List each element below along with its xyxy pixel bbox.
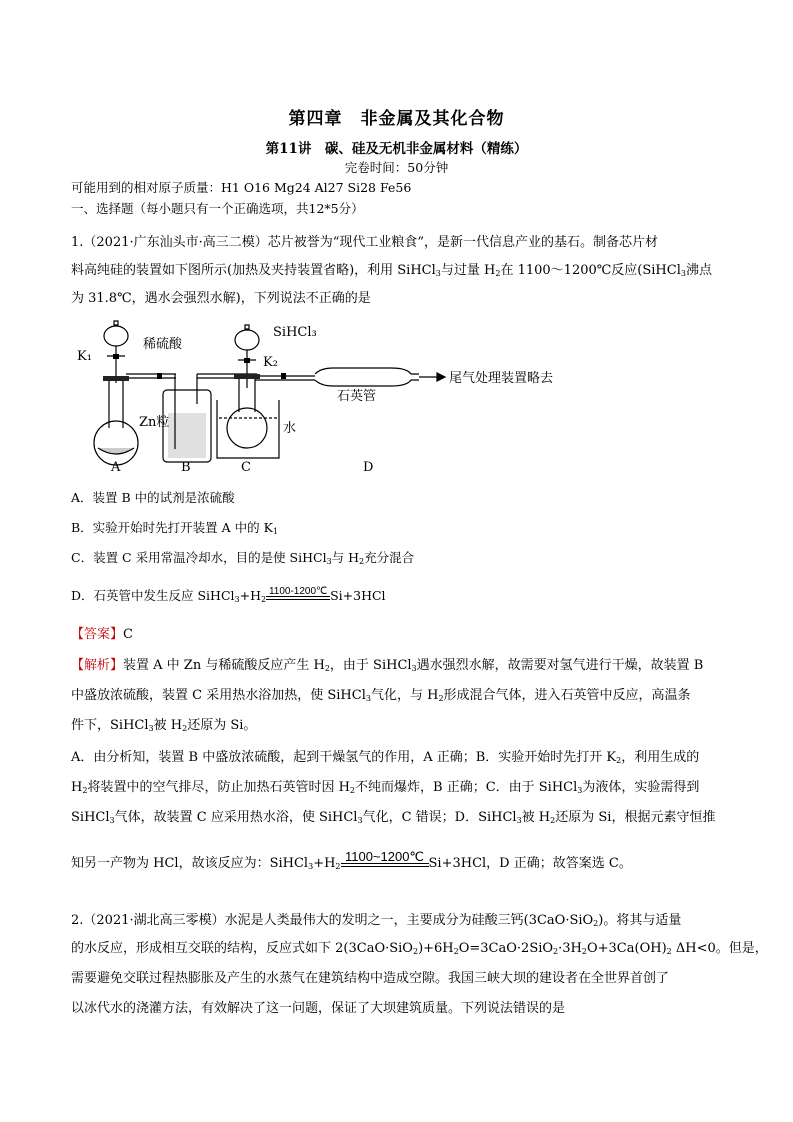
flask-c [227,408,267,448]
water-label: 水 [283,421,297,436]
explanation-line6: SiHCl$_3$气体，故装置 C 应采用热水浴，使 SiHCl$_3$气化，C 错误；D．SiHCl$_3$被 $H_2$还原为 Si，根据元素守恒推 [71,810,716,825]
q1-stem-line1: 1.（2021·广东汕头市·高三二模）芯片被誉为“现代工业粮食”，是新一代信息产业的基石。制备芯片材 [71,235,659,250]
option-a: A．装置 B 中的试剂是浓硫酸 [71,490,235,505]
label-b: B [181,460,191,475]
label-a: A [111,460,121,475]
option-c: C．装置 C 采用常温冷却水，目的是使 SiHCl$_3$与 $H_2$充分混合 [71,550,415,566]
k2-label: K₂ [263,355,278,370]
section-title: 一、选择题（每小题只有一个正确选项，共12*5分） [71,201,364,216]
explanation-line1: 【解析】装置 A 中 Zn 与稀硫酸反应产生 $H_2$，由于 SiHCl$_3$遇水强烈水解，故需要对氢气进行干燥，故装置 B [71,658,704,673]
q1-stem-line2: 料高纯硅的装置如下图所示(加热及夹持装置省略)，利用 SiHCl$_3$与过量 $H_2$在 1100～1200℃反应(SiHCl$_3$沸点 [71,263,712,278]
atomic-masses: 可能用到的相对原子质量：H1 O16 Mg24 Al27 Si28 Fe56 [71,180,412,195]
apparatus-diagram [71,318,631,476]
tube-label: 石英管 [337,389,377,404]
answer: 【答案】C [71,627,133,642]
funnel-a-bulb [104,326,128,346]
exhaust-label: 尾气处理装置略去 [449,371,554,386]
q2-line3: 需要避免交联过程热膨胀及产生的水蒸气在建筑结构中造成空隙。我国三峡大坝的建设者在全世界首创了 [71,971,670,986]
sihcl-label: SiHCl₃ [273,325,317,340]
option-d: D．石英管中发生反应 $SiHCl_3+H_2$ 1100-1200℃ Si+3HCl [71,586,386,604]
acid-label: 稀硫酸 [143,337,183,352]
explanation-line5: $H_2$将装置中的空气排尽，防止加热石英管时因 $H_2$不纯而爆炸，B 正确；C．由于 SiHCl$_3$为液体，实验需得到 [71,780,700,795]
label-c: C [241,460,251,475]
explanation-line7: 知另一产物为 HCl，故该反应为：$SiHCl_3+H_2$ 1100~1200℃ Si+3HCl，D 正确；故答案选 C。 [71,849,632,871]
zn-label: Zn粒 [139,415,170,430]
explanation-line3: 件下，SiHCl$_3$被 $H_2$还原为 Si。 [71,718,257,733]
water-bath [217,400,279,458]
q2-line2: 的水反应，形成相互交联的结构，反应式如下 $2(3CaO\cdot SiO_2)+6H_2O=3CaO\cdot 2SiO_2\cdot 3H_2O+3Ca(OH)_2$ ΔH<0。但是， [71,941,768,956]
time-limit: 完卷时间：50分钟 [344,160,449,175]
lesson-title: 第11讲 碳、硅及无机非金属材料（精练） [265,141,528,157]
explanation-line2: 中盛放浓硫酸，装置 C 采用热水浴加热，使 SiHCl$_3$气化，与 $H_2$形成混合气体，进入石英管中反应，高温条 [71,688,691,703]
chapter-title: 第四章 非金属及其化合物 [288,109,505,129]
flask-a [94,421,138,465]
q1-stem-line3: 为 31.8℃，遇水会强烈水解)，下列说法不正确的是 [71,291,371,306]
q2-line4: 以冰代水的浇灌方法，有效解决了这一问题，保证了大坝建筑质量。下列说法错误的是 [71,1001,566,1016]
explanation-line4: A．由分析知，装置 B 中盛放浓硫酸，起到干燥氢气的作用，A 正确；B．实验开始时先打开 $K_2$，利用生成的 [71,750,700,765]
k1-label: K₁ [77,349,92,364]
label-d: D [363,460,374,475]
option-b: B．实验开始时先打开装置 A 中的 $K_1$ [71,520,279,536]
q2-line1: 2.（2021·湖北高三零模）水泥是人类最伟大的发明之一，主要成分为硅酸三钙(3CaO·SiO$_2$)。将其与适量 [71,913,682,928]
quartz-tube [315,368,419,386]
